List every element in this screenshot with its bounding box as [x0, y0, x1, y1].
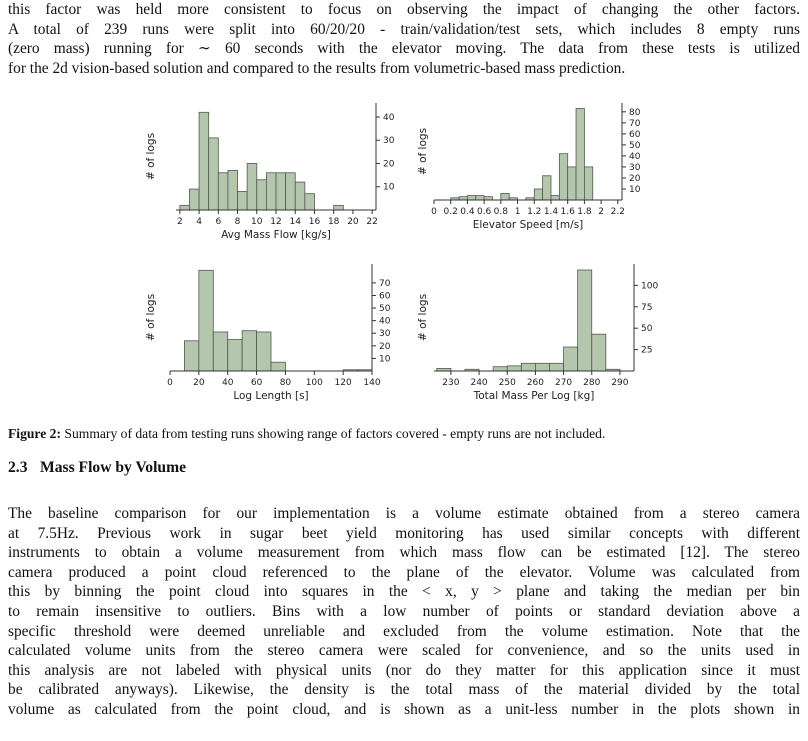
- intro-paragraph: [8, 0, 800, 78]
- figure-caption: [8, 426, 605, 442]
- histogram-bar: [507, 366, 521, 371]
- histogram-bar: [199, 270, 213, 371]
- histogram-bar: [535, 363, 549, 371]
- x-tick-label: 1.2: [527, 207, 542, 217]
- x-axis-label: Log Length [s]: [233, 390, 309, 402]
- histogram-bar: [551, 196, 559, 200]
- histogram-bar: [467, 196, 475, 200]
- x-tick-label: 2: [598, 207, 604, 217]
- x-tick-label: 0.6: [476, 207, 492, 217]
- x-tick-label: 22: [366, 217, 378, 227]
- histogram-bar: [184, 341, 198, 371]
- x-tick-label: 1.8: [577, 207, 592, 217]
- histogram-bar: [559, 154, 567, 200]
- x-tick-label: 18: [327, 217, 340, 227]
- x-tick-label: 240: [470, 378, 488, 388]
- x-tick-label: 6: [215, 217, 222, 227]
- x-tick-label: 1.6: [560, 207, 575, 217]
- intro-line: for the 2d vision-based solution and compared to the results from volumetric-based mass prediction.: [8, 59, 626, 77]
- histogram-log-length: [140, 258, 410, 406]
- histogram-bar: [568, 167, 576, 200]
- body-line: this by binning the point cloud into squares in the < x, y > plane and taking the median per bin: [8, 583, 800, 601]
- body-line: camera produced a point cloud referenced to the plane of the elevator. Volume was calculated from: [8, 563, 800, 581]
- histogram-bar: [209, 138, 219, 210]
- histogram-bar: [305, 194, 315, 210]
- y-tick-label: 60: [629, 129, 641, 140]
- histogram-bar: [266, 173, 276, 210]
- histogram-bar: [276, 173, 286, 210]
- y-axis-label: # of logs: [417, 127, 429, 176]
- x-tick-label: 280: [583, 378, 601, 388]
- x-tick-label: 290: [611, 378, 629, 388]
- body-line: The baseline comparison for our implementation is a volume estimate obtained from a stereo camera: [8, 505, 800, 522]
- histogram-bar: [493, 367, 507, 371]
- y-tick-label: 100: [641, 281, 659, 292]
- y-tick-label: 10: [379, 354, 391, 365]
- histogram-bar: [576, 109, 584, 200]
- y-tick-label: 20: [629, 173, 641, 184]
- histogram-bar: [180, 205, 190, 210]
- histogram-bar: [543, 176, 551, 200]
- histogram-bar: [534, 189, 542, 200]
- histogram-avg-mass-flow: [140, 97, 410, 242]
- histogram-bar: [257, 332, 271, 371]
- histogram-bar: [218, 173, 228, 210]
- y-tick-label: 20: [379, 341, 391, 352]
- y-tick-label: 20: [383, 159, 395, 170]
- y-tick-label: 40: [379, 316, 391, 327]
- x-tick-label: 10: [251, 217, 263, 227]
- histogram-bar: [238, 191, 248, 210]
- body-paragraph: [8, 504, 800, 720]
- x-tick-label: 12: [270, 217, 282, 227]
- body-line: at 7.5Hz. Previous work in sugar beet yield monitoring has used similar concepts with different: [8, 524, 800, 542]
- body-line: this analysis are not labeled with physical units (nor do they matter for this application since it must: [8, 661, 800, 679]
- section-heading: [8, 459, 186, 477]
- x-tick-label: 250: [498, 378, 516, 388]
- x-tick-label: 16: [308, 217, 321, 227]
- y-tick-label: 80: [629, 107, 641, 118]
- body-line: be calibrated anyways). Likewise, the density is the total mass of the material divided by the total: [8, 681, 800, 699]
- histogram-bar: [189, 189, 199, 210]
- y-axis-label: # of logs: [145, 293, 157, 342]
- x-tick-label: 60: [250, 378, 263, 388]
- histogram-bar: [271, 362, 285, 371]
- histogram-bar: [242, 331, 256, 371]
- x-tick-label: 14: [289, 217, 301, 227]
- histogram-bar: [199, 112, 209, 210]
- histogram-bar: [228, 170, 238, 210]
- y-tick-label: 70: [629, 118, 641, 129]
- x-tick-label: 2.2: [610, 207, 625, 217]
- y-tick-label: 10: [383, 182, 395, 193]
- y-tick-label: 30: [383, 136, 395, 147]
- histogram-bar: [476, 196, 484, 200]
- x-axis-label: Avg Mass Flow [kg/s]: [221, 229, 331, 241]
- y-tick-label: 75: [641, 302, 653, 313]
- x-tick-label: 80: [279, 378, 292, 388]
- histogram-bar: [213, 332, 227, 371]
- body-line: specific threshold were deemed unreliable and excluded from the volume estimation. Note that the: [8, 622, 800, 640]
- body-line: calculated volume units from the stereo camera were scaled for convenience, and so the units used in: [8, 642, 800, 660]
- x-tick-label: 0: [431, 207, 437, 217]
- x-tick-label: 0: [167, 378, 173, 388]
- histogram-bar: [501, 193, 509, 200]
- histogram-bar: [521, 363, 535, 371]
- x-tick-label: 40: [221, 378, 234, 388]
- x-tick-label: 4: [196, 217, 202, 227]
- intro-line: (zero mass) running for ∼ 60 seconds with the elevator moving. The data from these tests is utilized: [8, 40, 800, 58]
- histogram-bar: [578, 270, 592, 371]
- y-tick-label: 40: [383, 112, 395, 123]
- x-tick-label: 2: [176, 217, 183, 227]
- y-tick-label: 10: [629, 184, 641, 195]
- histogram-bar: [247, 163, 257, 210]
- y-tick-label: 30: [629, 162, 641, 173]
- y-axis-label: # of logs: [145, 132, 157, 181]
- body-line: volume as calculated from the point cloud, and is shown as a unit-less number in the plots shown in: [8, 700, 800, 718]
- y-tick-label: 70: [379, 278, 391, 289]
- y-tick-label: 50: [641, 324, 653, 335]
- histogram-bar: [286, 173, 296, 210]
- y-axis-label: # of logs: [417, 293, 429, 342]
- x-tick-label: 8: [234, 217, 241, 227]
- x-tick-label: 260: [526, 378, 545, 388]
- y-tick-label: 25: [641, 345, 653, 356]
- figure-caption-text: Summary of data from testing runs showing range of factors covered - empty runs are not included.: [60, 426, 606, 441]
- body-line: to remain insensitive to outliers. Bins with a low number of points or standard deviation above a: [8, 602, 800, 620]
- x-tick-label: 100: [305, 378, 323, 388]
- x-tick-label: 140: [363, 378, 381, 388]
- x-axis-label: Elevator Speed [m/s]: [472, 219, 584, 231]
- x-tick-label: 1.4: [543, 207, 559, 217]
- x-tick-label: 120: [334, 378, 352, 388]
- histogram-total-mass-per-log: [412, 258, 657, 406]
- histogram-bar: [564, 347, 578, 371]
- x-tick-label: 0.4: [460, 207, 475, 217]
- x-tick-label: 230: [442, 378, 460, 388]
- histogram-bar: [592, 334, 606, 371]
- y-tick-label: 50: [379, 304, 391, 315]
- x-tick-label: 0.2: [443, 207, 458, 217]
- y-tick-label: 40: [629, 151, 641, 162]
- histogram-bar: [549, 363, 563, 371]
- histogram-elevator-speed: [412, 97, 657, 242]
- y-tick-label: 60: [379, 291, 391, 302]
- x-tick-label: 20: [193, 378, 205, 388]
- histogram-bar: [295, 182, 305, 210]
- x-tick-label: 20: [347, 217, 359, 227]
- section-number: 2.3: [8, 459, 28, 476]
- histogram-bar: [257, 180, 267, 210]
- histogram-bar: [334, 205, 344, 210]
- y-tick-label: 30: [379, 329, 391, 340]
- section-title: Mass Flow by Volume: [40, 459, 186, 476]
- y-tick-label: 50: [629, 140, 641, 151]
- histogram-bar: [228, 340, 242, 371]
- x-tick-label: 1: [514, 207, 521, 217]
- x-tick-label: 270: [554, 378, 573, 388]
- intro-line: this factor was held more consistent to focus on observing the impact of changing the other factors.: [8, 1, 800, 18]
- x-axis-label: Total Mass Per Log [kg]: [473, 390, 595, 402]
- figure-caption-label: Figure 2:: [8, 426, 61, 441]
- histogram-bar: [584, 167, 592, 200]
- x-tick-label: 0.8: [493, 207, 509, 217]
- intro-line: A total of 239 runs were split into 60/20/20 - train/validation/test sets, which includes 8 empty runs: [8, 20, 800, 38]
- body-line: instruments to obtain a volume measurement from which mass flow can be estimated [12]. The stereo: [8, 544, 800, 562]
